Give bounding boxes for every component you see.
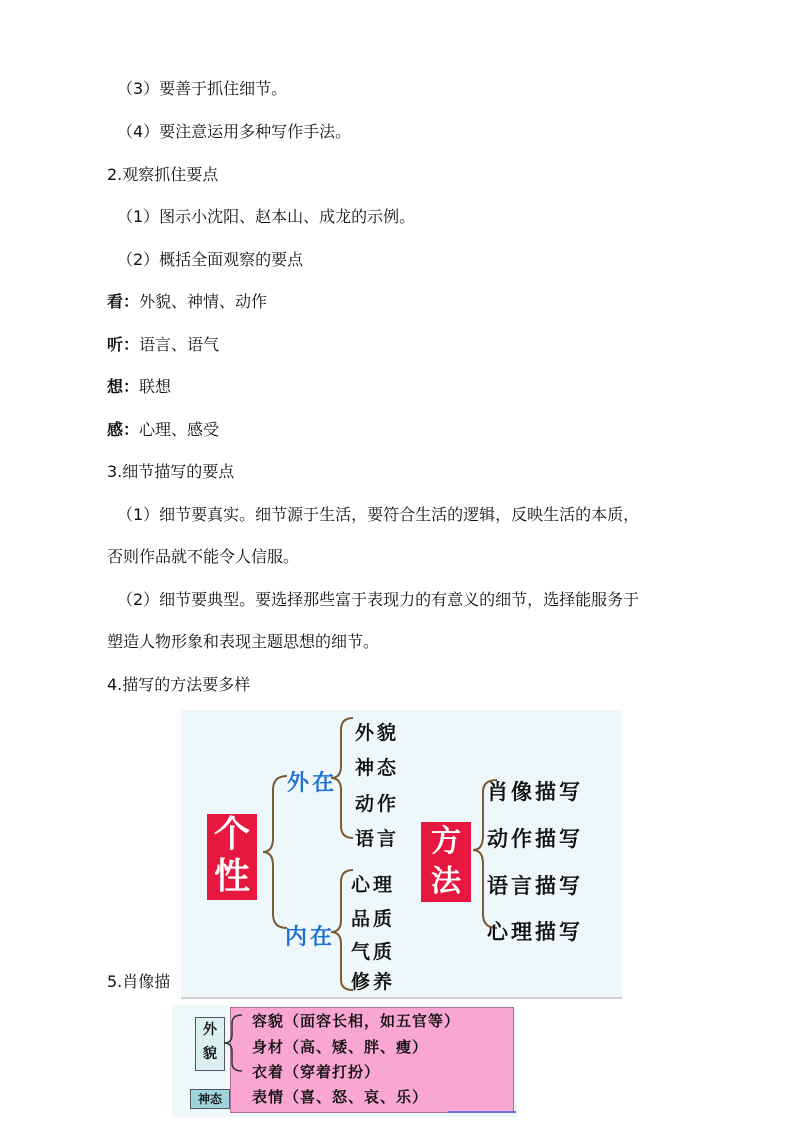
appearance-char: 外: [203, 1022, 217, 1038]
observe-feel: [107, 420, 219, 440]
heading-5: 5.肖像描: [107, 972, 171, 991]
panel-underline: [448, 1111, 516, 1113]
observe-listen: [107, 335, 219, 355]
outer-item: 动作: [355, 793, 400, 815]
personality-box: [207, 814, 257, 900]
detail-typical-1: （2）细节要典型。要选择那些富于表现力的有意义的细节，选择能服务于: [117, 590, 640, 609]
method-item: 肖像描写: [487, 779, 583, 804]
detail-real-1: （1）细节要真实。细节源于生活，要符合生活的逻辑，反映生活的本质，: [117, 505, 640, 524]
method-item: 心理描写: [487, 919, 583, 944]
observe-desc: 联想: [139, 377, 172, 396]
outer-item: 外貌: [355, 722, 400, 744]
point-3: （3）要善于抓住细节。: [117, 79, 288, 98]
method-char: 法: [431, 864, 461, 899]
observe-look: [107, 292, 267, 312]
appearance-char: 貌: [203, 1046, 217, 1062]
outer-item: 语言: [355, 828, 400, 850]
method-char: 方: [431, 824, 461, 859]
method-item: 动作描写: [487, 826, 583, 851]
appearance-item: 表情（喜、怒、哀、乐）: [252, 1088, 429, 1106]
heading-2: 2.观察抓住要点: [107, 165, 219, 184]
method-item: 语言描写: [487, 873, 583, 898]
heading-3: 3.细节描写的要点: [107, 462, 235, 481]
method-box: [421, 822, 471, 902]
point-4: （4）要注意运用多种写作手法。: [117, 122, 352, 141]
observe-desc: 心理、感受: [139, 420, 220, 439]
personality-char: 性: [213, 856, 250, 897]
observe-term: 看：: [107, 292, 140, 311]
observe-desc: 外貌、神情、动作: [139, 292, 268, 311]
outer-item: 神态: [355, 757, 400, 779]
sub-2: （2）概括全面观察的要点: [117, 250, 304, 269]
inner-item: 气质: [351, 941, 396, 963]
detail-typical-2: 塑造人物形象和表现主题思想的细节。: [107, 632, 380, 651]
appearance-item: 衣着（穿着打扮）: [252, 1063, 381, 1081]
inner-label: 内在: [285, 925, 336, 950]
observe-term: 想：: [107, 377, 140, 396]
appearance-diagram: [172, 1005, 517, 1117]
observe-think: [107, 377, 171, 397]
inner-item: 心理: [351, 874, 396, 896]
personality-char: 个: [213, 814, 250, 855]
heading-4: 4.描写的方法要多样: [107, 675, 251, 694]
appearance-item: 容貌（面容长相，如五官等）: [252, 1012, 461, 1030]
inner-item: 修养: [351, 971, 396, 993]
outer-label: 外在: [287, 771, 338, 796]
method-diagram: [181, 710, 622, 997]
appearance-item: 身材（高、矮、胖、瘦）: [252, 1038, 429, 1056]
observe-term: 感：: [107, 420, 140, 439]
expression-label: 神态: [190, 1089, 230, 1109]
detail-real-2: 否则作品就不能令人信服。: [107, 547, 300, 566]
observe-desc: 语言、语气: [139, 335, 220, 354]
observe-term: 听：: [107, 335, 140, 354]
sub-1: （1）图示小沈阳、赵本山、成龙的示例。: [117, 207, 416, 226]
diagram-divider: [181, 997, 622, 999]
inner-item: 品质: [351, 908, 396, 930]
